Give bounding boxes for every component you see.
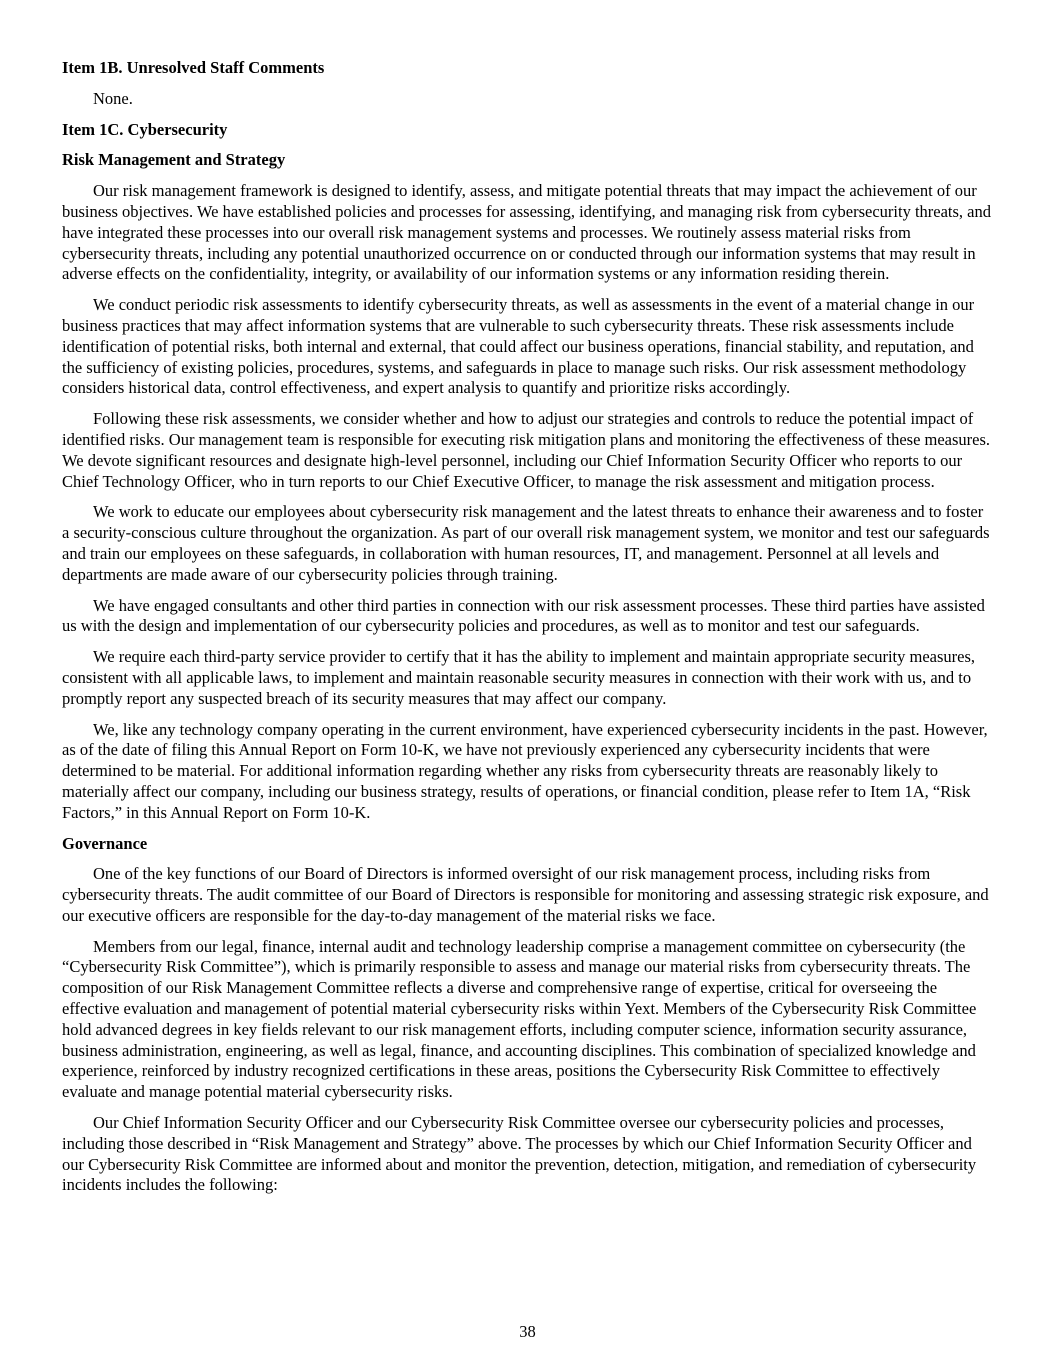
paragraph-engaged-consultants: We have engaged consultants and other third parties in connection with our risk assessment processes. These third parties have assisted us with the design and implementation of our cybersecurity policies and procedures, as well as to monitor and test our safeguards. [62,595,985,636]
paragraph-ciso-oversight: Our Chief Information Security Officer and our Cybersecurity Risk Committee oversee our cybersecurity policies and processes, including those described in “Risk Management and Strategy” above. The processes by which our Chief Information Security Officer and our Cybersecurity Risk Committee are informed about and monitor the prevention, detection, mitigation, and remediation of cybersecurity incidents includes the following: [62,1113,977,1195]
paragraph-board-oversight: One of the key functions of our Board of Directors is informed oversight of our risk management process, including risks from cybersecurity threats. The audit committee of our Board of Directors is responsible for monitoring and assessing strategic risk exposure, and our executive officers are responsible for the day-to-day management of the material risks we face. [62,864,989,925]
heading-governance: Governance [62,833,148,853]
paragraph-cybersecurity-incidents: We, like any technology company operating in the current environment, have experienced cybersecurity incidents in the past. However, as of the date of filing this Annual Report on Form 10-K, we have not previously experienced any cybersecurity incidents that were determined to be material. For additional information regarding whether any risks from cybersecurity threats are reasonably likely to materially affect our company, including our business strategy, results of operations, or financial condition, please refer to Item 1A, “Risk Factors,” in this Annual Report on Form 10-K. [62,719,988,822]
paragraph-following-risk-assessments: Following these risk assessments, we consider whether and how to adjust our strategies and controls to reduce the potential impact of identified risks. Our management team is responsible for executing risk mitigation plans and monitoring the effectiveness of these measures. We devote significant resources and designate high-level personnel, including our Chief Information Security Officer who reports to our Chief Technology Officer, who in turn reports to our Chief Executive Officer, to manage the risk assessment and mitigation process. [62,409,991,491]
paragraph-none: None. [93,88,133,108]
paragraph-periodic-risk-assessments: We conduct periodic risk assessments to identify cybersecurity threats, as well as assessments in the event of a material change in our business practices that may affect information systems that are vulnerable to such cybersecurity threats. These risk assessments include identification of potential risks, both internal and external, that could affect our business operations, financial stability, and reputation, and the sufficiency of existing policies, procedures, systems, and safeguards in place to manage such risks. Our risk assessment methodology considers historical data, control effectiveness, and expert analysis to quantify and prioritize risks accordingly. [62,295,975,398]
paragraph-risk-management-framework: Our risk management framework is designed to identify, assess, and mitigate potential threats that may impact the achievement of our business objectives. We have established policies and processes for assessing, identifying, and managing risk from cybersecurity threats, and have integrated these processes into our overall risk management systems and processes. We routinely assess material risks from cybersecurity threats, including any potential unauthorized occurrence on or conducted through our information systems that may result in adverse effects on the confidentiality, integrity, or availability of our information systems or any information residing therein. [62,181,992,284]
paragraph-cybersecurity-risk-committee: Members from our legal, finance, internal audit and technology leadership comprise a management committee on cybersecurity (the “Cybersecurity Risk Committee”), which is primarily responsible to assess and manage our material risks from cybersecurity threats. The composition of our Risk Management Committee reflects a diverse and comprehensive range of expertise, critical for overseeing the effective evaluation and management of potential material cybersecurity risks within Yext. Members of the Cybersecurity Risk Committee hold advanced degrees in key fields relevant to our risk management efforts, including computer science, information security assurance, business administration, engineering, as well as legal, finance, and accounting disciplines. This combination of specialized knowledge and experience, reinforced by industry recognized certifications in these areas, positions the Cybersecurity Risk Committee to effectively evaluate and manage potential material cybersecurity risks. [62,936,977,1102]
heading-risk-management-and-strategy: Risk Management and Strategy [62,150,286,170]
heading-item-1c-cybersecurity: Item 1C. Cybersecurity [62,119,228,139]
paragraph-employee-education: We work to educate our employees about cybersecurity risk management and the latest threats to enhance their awareness and to foster a security-conscious culture throughout the organization. As part of our overall risk management system, we monitor and test our safeguards and train our employees on these safeguards, in collaboration with human resources, IT, and management. Personnel at all levels and departments are made aware of our cybersecurity policies through training. [62,502,990,584]
page-number: 38 [519,1322,536,1342]
paragraph-third-party-certification: We require each third-party service provider to certify that it has the ability to implement and maintain appropriate security measures, consistent with all applicable laws, to implement and maintain reasonable security measures in connection with their work with us, and to promptly report any suspected breach of its security measures that may affect our company. [62,647,976,708]
heading-item-1b-unresolved-staff-comments: Item 1B. Unresolved Staff Comments [62,58,325,77]
